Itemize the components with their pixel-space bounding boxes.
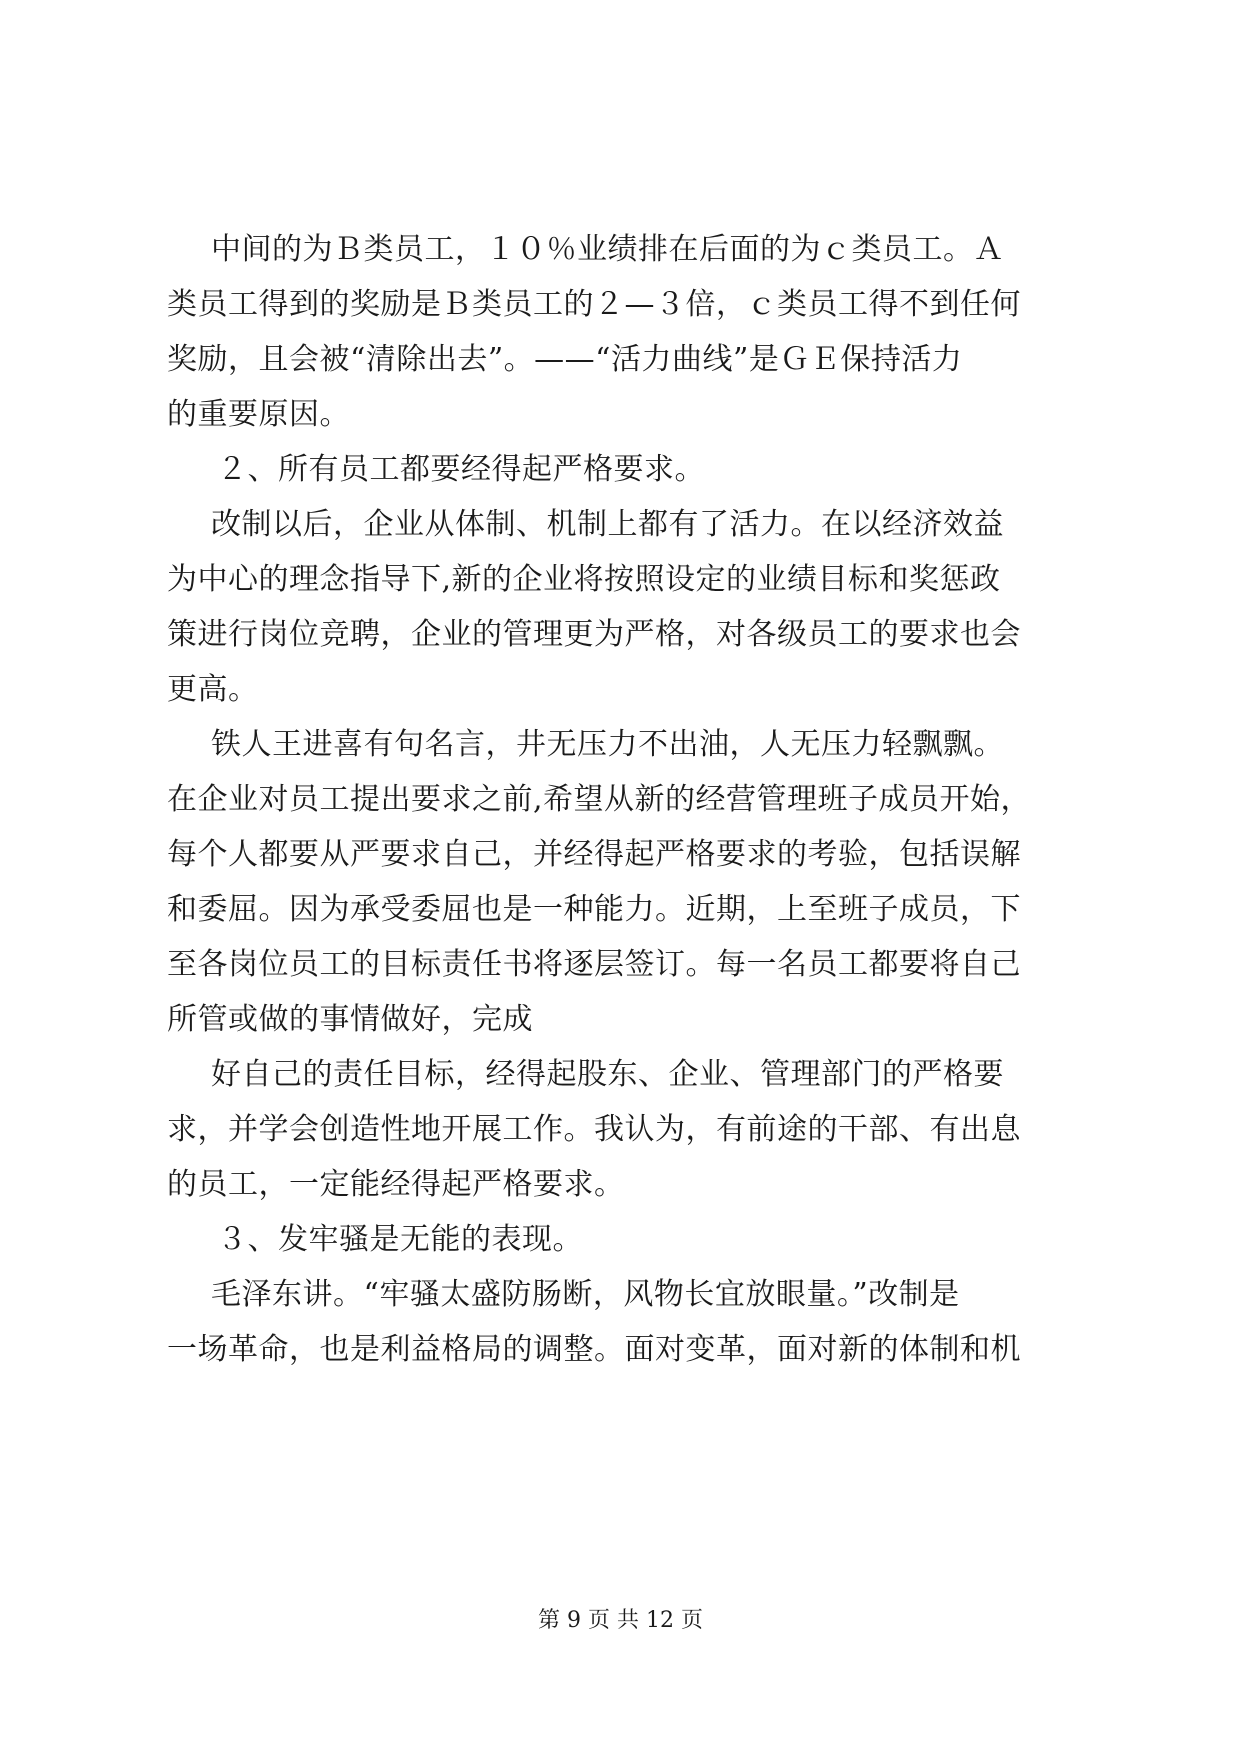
text-line: 铁人王进喜有句名言，井无压力不出油，人无压力轻飘飘。 — [211, 727, 1004, 762]
text-line: 的重要原因。 — [167, 397, 350, 432]
text-line: 一场革命，也是利益格局的调整。面对变革，面对新的体制和机 — [167, 1332, 1021, 1367]
text-line: 策进行岗位竞聘，企业的管理更为严格，对各级员工的要求也会 — [167, 617, 1021, 652]
section-heading: ２、所有员工都要经得起严格要求。 — [217, 452, 705, 487]
text-line: 毛泽东讲。“牢骚太盛防肠断，风物长宜放眼量。”改制是 — [211, 1277, 960, 1312]
text-line: 在企业对员工提出要求之前,希望从新的经营管理班子成员开始， — [167, 782, 1032, 817]
section-heading: ３、发牢骚是无能的表现。 — [217, 1222, 583, 1257]
text-line: 类员工得到的奖励是Ｂ类员工的２—３倍，ｃ类员工得不到任何 — [167, 287, 1021, 322]
text-line: 中间的为Ｂ类员工，１０％业绩排在后面的为ｃ类员工。Ａ — [211, 232, 1004, 267]
text-line: 和委屈。因为承受委屈也是一种能力。近期，上至班子成员，下 — [167, 892, 1021, 927]
page-footer: 第 9 页 共 12 页 — [538, 1608, 703, 1633]
text-line: 至各岗位员工的目标责任书将逐层签订。每一名员工都要将自己 — [167, 947, 1021, 982]
text-line: 所管或做的事情做好，完成 — [167, 1002, 533, 1037]
text-line: 为中心的理念指导下,新的企业将按照设定的业绩目标和奖惩政 — [167, 562, 1001, 597]
text-line: 每个人都要从严要求自己，并经得起严格要求的考验，包括误解 — [167, 837, 1021, 872]
text-line: 的员工，一定能经得起严格要求。 — [167, 1167, 625, 1202]
text-line: 更高。 — [167, 672, 259, 707]
text-line: 奖励，且会被“清除出去”。——“活力曲线”是ＧＥ保持活力 — [167, 342, 963, 377]
text-line: 求，并学会创造性地开展工作。我认为，有前途的干部、有出息 — [167, 1112, 1021, 1147]
text-line: 改制以后，企业从体制、机制上都有了活力。在以经济效益 — [211, 507, 1004, 542]
text-line: 好自己的责任目标，经得起股东、企业、管理部门的严格要 — [211, 1057, 1004, 1092]
